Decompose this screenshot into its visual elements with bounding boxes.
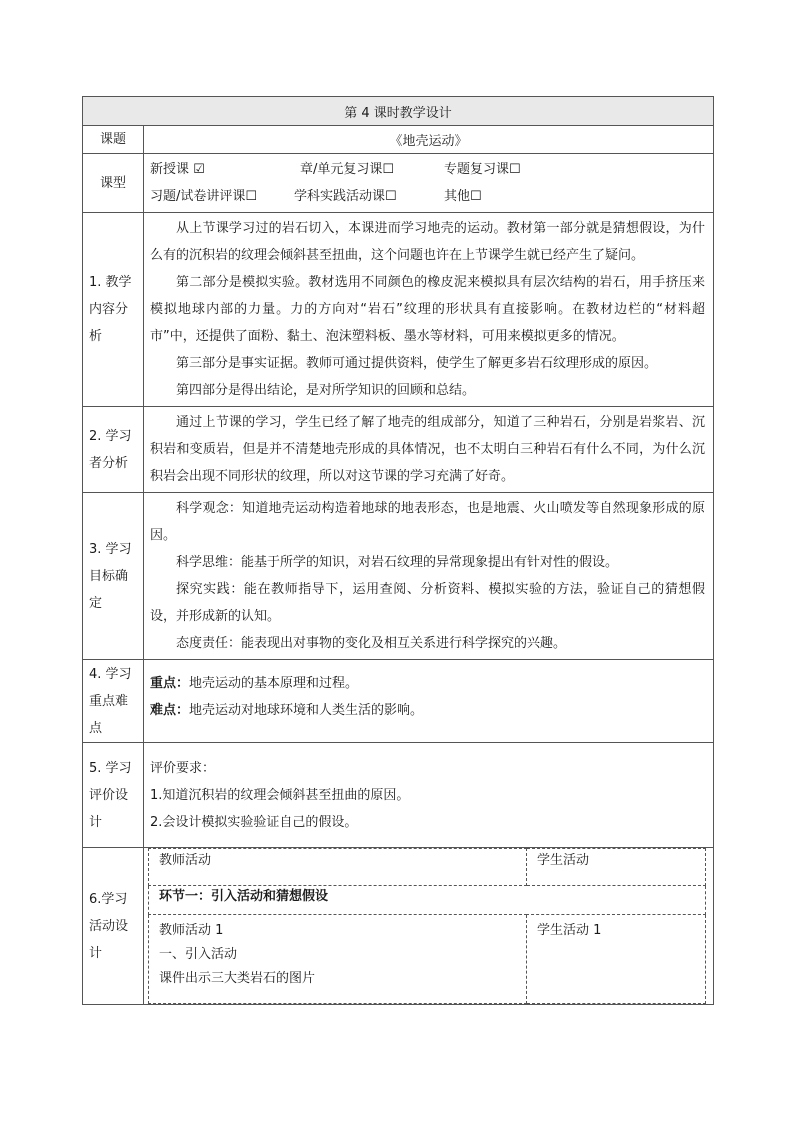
section-label: 3. 学习目标确定 — [83, 493, 144, 660]
topic-value: 《地壳运动》 — [144, 126, 714, 154]
teacher-activity-header: 教师活动 — [149, 849, 527, 886]
student-activity-title: 学生活动 1 — [537, 923, 602, 938]
student-activity-cell — [527, 915, 706, 1004]
student-activity-header: 学生活动 — [527, 849, 706, 886]
option-unit-review[interactable]: 章/单元复习课☐ — [300, 162, 395, 177]
paragraph: 探究实践：能在教师指导下，运用查阅、分析资料、模拟实验的方法，验证自己的猜想假设，并形成新的认知。 — [150, 582, 706, 624]
section-label: 5. 学习评价设计 — [83, 743, 144, 848]
teacher-activity-line: 一、引入活动 — [159, 947, 238, 962]
topic-row — [83, 126, 714, 154]
section-label: 2. 学习者分析 — [83, 407, 144, 493]
evaluation-item: 2.会设计模拟实验验证自己的假设。 — [150, 814, 358, 830]
section-label: 1. 教学内容分析 — [83, 213, 144, 407]
topic-label: 课题 — [83, 126, 144, 154]
paragraph: 第四部分是得出结论，是对所学知识的回顾和总结。 — [176, 383, 476, 398]
section-evaluation — [83, 743, 714, 848]
section-key-points — [83, 660, 714, 743]
course-type-row — [83, 154, 714, 213]
section-activities — [83, 848, 714, 1005]
paragraph: 从上节课学习过的岩石切入，本课进而学习地壳的运动。教材第一部分就是猜想假设，为什么有的沉积岩的纹理会倾斜甚至扭曲，这个问题也许在上节课学生就已经产生了疑问。 — [150, 221, 706, 263]
paragraph: 第二部分是模拟实验。教材选用不同颜色的橡皮泥来模拟具有层次结构的岩石，用手挤压来模拟地球内部的力量。力的方向对“岩石”纹理的形状具有直接影响。在教材边栏的“材料超市”中，还提供了面粉、黏土、泡沫塑料板、墨水等材料，可用来模拟更多的情况。 — [150, 275, 706, 344]
segment-row — [149, 886, 706, 915]
activities-body — [144, 848, 714, 1005]
option-new-lesson[interactable]: 新授课 ☑ — [150, 162, 205, 177]
section-body — [144, 493, 714, 660]
segment-title: 环节一：引入活动和猜想假设 — [149, 886, 706, 915]
teacher-activity-title: 教师活动 1 — [159, 923, 224, 938]
section-learner-analysis — [83, 407, 714, 493]
evaluation-item: 1.知道沉积岩的纹理会倾斜甚至扭曲的原因。 — [150, 787, 410, 803]
difficulty-label: 难点： — [150, 703, 190, 718]
paragraph: 第三部分是事实证据。教师可通过提供资料，使学生了解更多岩石纹理形成的原因。 — [176, 356, 658, 371]
course-type-options — [144, 154, 714, 213]
course-type-label: 课型 — [83, 154, 144, 213]
option-exercise-review[interactable]: 习题/试卷讲评课☐ — [150, 189, 258, 204]
section-content-analysis — [83, 213, 714, 407]
activities-table — [148, 848, 706, 1004]
option-other[interactable]: 其他☐ — [444, 189, 482, 204]
difficulty-text: 地壳运动对地球环境和人类生活的影响。 — [189, 703, 424, 718]
section-body — [144, 660, 714, 743]
focus-text: 地壳运动的基本原理和过程。 — [189, 676, 359, 691]
course-type-row2 — [150, 183, 705, 210]
course-type-row1 — [150, 156, 705, 183]
section-label: 4. 学习重点难点 — [83, 660, 144, 743]
lesson-plan-table — [82, 96, 714, 1005]
teacher-activity-cell — [149, 915, 527, 1004]
section-body — [144, 743, 714, 848]
activity-row — [149, 915, 706, 1004]
section-learning-goals — [83, 493, 714, 660]
option-topic-review[interactable]: 专题复习课☐ — [444, 162, 521, 177]
paragraph: 科学观念：知道地壳运动构造着地球的地表形态，也是地震、火山喷发等自然现象形成的原因。 — [150, 501, 706, 543]
document-title: 第 4 课时教学设计 — [83, 97, 714, 126]
paragraph: 科学思维：能基于所学的知识，对岩石纹理的异常现象提出有针对性的假设。 — [176, 555, 619, 570]
focus-line — [150, 670, 705, 697]
section-label: 6.学习活动设计 — [83, 848, 144, 1005]
section-body — [144, 407, 714, 493]
focus-label: 重点： — [150, 676, 190, 691]
difficulty-line — [150, 697, 705, 724]
section-body — [144, 213, 714, 407]
activities-header-row — [149, 849, 706, 886]
paragraph: 态度责任：能表现出对事物的变化及相互关系进行科学探究的兴趣。 — [176, 636, 567, 651]
evaluation-heading: 评价要求： — [150, 760, 216, 776]
teacher-activity-line: 课件出示三大类岩石的图片 — [159, 971, 316, 986]
title-row — [83, 97, 714, 126]
lesson-plan-sheet — [82, 96, 713, 1005]
paragraph: 通过上节课的学习，学生已经了解了地壳的组成部分，知道了三种岩石，分别是岩浆岩、沉积岩和变质岩，但是并不清楚地壳形成的具体情况，也不太明白三种岩石有什么不同，为什么沉积岩会出现不同形状的纹理，所以对这节课的学习充满了好奇。 — [150, 415, 706, 484]
option-practice-activity[interactable]: 学科实践活动课☐ — [294, 189, 397, 204]
